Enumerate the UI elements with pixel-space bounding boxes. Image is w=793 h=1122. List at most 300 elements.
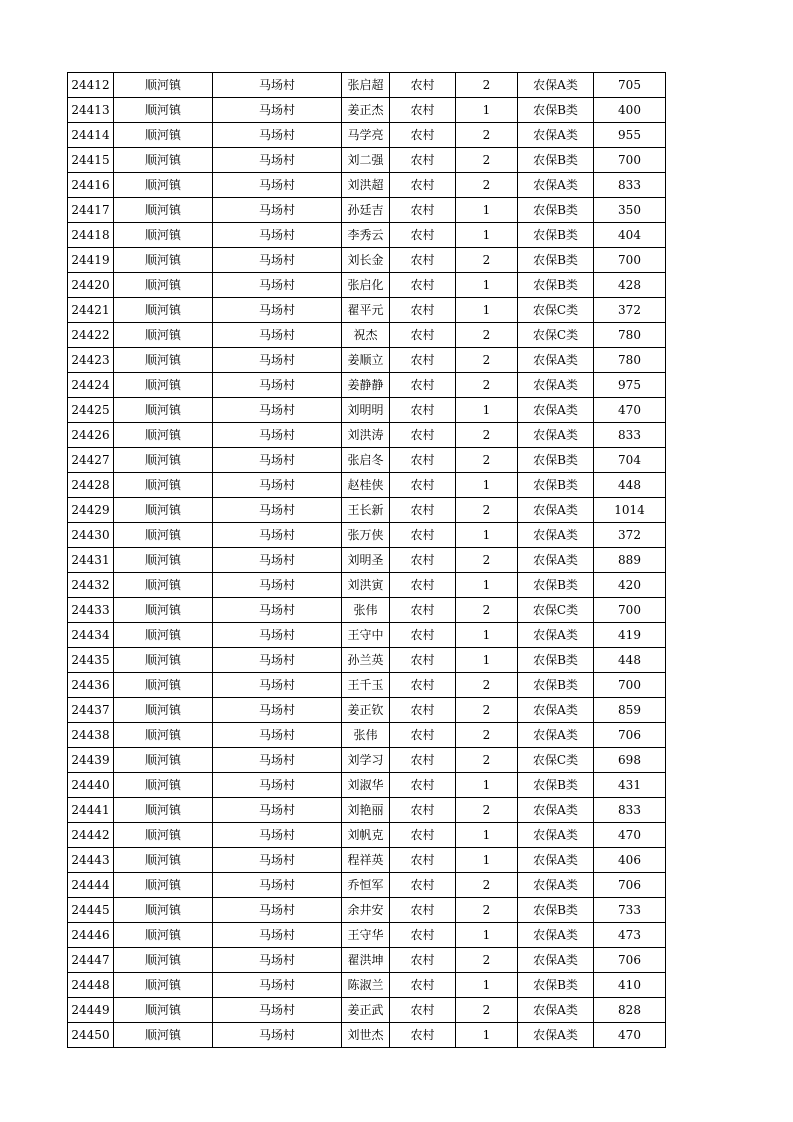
household-size-cell: 1 [456,848,518,873]
name-cell: 赵桂侠 [342,473,390,498]
table-row [68,998,666,1023]
area-type-cell: 农村 [390,348,456,373]
town-cell: 顺河镇 [114,948,213,973]
village-cell: 马场村 [213,648,342,673]
household-size-cell: 1 [456,473,518,498]
amount-cell: 698 [594,748,666,773]
household-size-cell: 2 [456,348,518,373]
town-cell: 顺河镇 [114,498,213,523]
village-cell: 马场村 [213,723,342,748]
table-row [68,398,666,423]
table-row [68,223,666,248]
row-number: 24416 [68,173,114,198]
village-cell: 马场村 [213,123,342,148]
row-number: 24437 [68,698,114,723]
records-table [67,72,666,1048]
amount-cell: 470 [594,823,666,848]
town-cell: 顺河镇 [114,223,213,248]
row-number: 24412 [68,73,114,98]
town-cell: 顺河镇 [114,123,213,148]
area-type-cell: 农村 [390,248,456,273]
village-cell: 马场村 [213,873,342,898]
name-cell: 刘艳丽 [342,798,390,823]
name-cell: 张启冬 [342,448,390,473]
amount-cell: 406 [594,848,666,873]
insurance-class-cell: 农保B类 [518,148,594,173]
insurance-class-cell: 农保B类 [518,473,594,498]
name-cell: 张启化 [342,273,390,298]
area-type-cell: 农村 [390,623,456,648]
name-cell: 刘二强 [342,148,390,173]
insurance-class-cell: 农保A类 [518,498,594,523]
table-row [68,323,666,348]
name-cell: 刘帆克 [342,823,390,848]
row-number: 24448 [68,973,114,998]
area-type-cell: 农村 [390,298,456,323]
amount-cell: 733 [594,898,666,923]
amount-cell: 700 [594,673,666,698]
name-cell: 刘洪超 [342,173,390,198]
insurance-class-cell: 农保B类 [518,223,594,248]
town-cell: 顺河镇 [114,248,213,273]
household-size-cell: 2 [456,373,518,398]
town-cell: 顺河镇 [114,573,213,598]
household-size-cell: 1 [456,398,518,423]
town-cell: 顺河镇 [114,323,213,348]
row-number: 24428 [68,473,114,498]
village-cell: 马场村 [213,73,342,98]
table-row [68,973,666,998]
area-type-cell: 农村 [390,73,456,98]
name-cell: 刘洪涛 [342,423,390,448]
area-type-cell: 农村 [390,473,456,498]
table-row [68,573,666,598]
table-row [68,448,666,473]
village-cell: 马场村 [213,373,342,398]
town-cell: 顺河镇 [114,398,213,423]
household-size-cell: 2 [456,248,518,273]
household-size-cell: 2 [456,898,518,923]
amount-cell: 780 [594,323,666,348]
insurance-class-cell: 农保C类 [518,748,594,773]
village-cell: 马场村 [213,523,342,548]
name-cell: 祝杰 [342,323,390,348]
amount-cell: 419 [594,623,666,648]
area-type-cell: 农村 [390,498,456,523]
name-cell: 姜顺立 [342,348,390,373]
village-cell: 马场村 [213,548,342,573]
household-size-cell: 1 [456,298,518,323]
name-cell: 张万侠 [342,523,390,548]
town-cell: 顺河镇 [114,473,213,498]
town-cell: 顺河镇 [114,448,213,473]
amount-cell: 700 [594,248,666,273]
table-row [68,373,666,398]
insurance-class-cell: 农保A类 [518,873,594,898]
area-type-cell: 农村 [390,448,456,473]
amount-cell: 473 [594,923,666,948]
household-size-cell: 2 [456,723,518,748]
household-size-cell: 1 [456,523,518,548]
name-cell: 乔恒军 [342,873,390,898]
area-type-cell: 农村 [390,698,456,723]
village-cell: 马场村 [213,248,342,273]
row-number: 24430 [68,523,114,548]
row-number: 24429 [68,498,114,523]
row-number: 24450 [68,1023,114,1048]
table-row [68,773,666,798]
household-size-cell: 2 [456,598,518,623]
household-size-cell: 1 [456,98,518,123]
insurance-class-cell: 农保A类 [518,123,594,148]
name-cell: 姜正杰 [342,98,390,123]
village-cell: 马场村 [213,748,342,773]
household-size-cell: 2 [456,448,518,473]
row-number: 24424 [68,373,114,398]
village-cell: 马场村 [213,1023,342,1048]
name-cell: 翟平元 [342,298,390,323]
village-cell: 马场村 [213,973,342,998]
household-size-cell: 1 [456,223,518,248]
row-number: 24446 [68,923,114,948]
row-number: 24441 [68,798,114,823]
town-cell: 顺河镇 [114,698,213,723]
town-cell: 顺河镇 [114,598,213,623]
village-cell: 马场村 [213,923,342,948]
insurance-class-cell: 农保A类 [518,173,594,198]
name-cell: 王守中 [342,623,390,648]
area-type-cell: 农村 [390,873,456,898]
row-number: 24440 [68,773,114,798]
amount-cell: 372 [594,298,666,323]
name-cell: 程祥英 [342,848,390,873]
town-cell: 顺河镇 [114,373,213,398]
insurance-class-cell: 农保B类 [518,973,594,998]
row-number: 24435 [68,648,114,673]
amount-cell: 705 [594,73,666,98]
amount-cell: 428 [594,273,666,298]
town-cell: 顺河镇 [114,648,213,673]
name-cell: 刘洪寅 [342,573,390,598]
household-size-cell: 2 [456,748,518,773]
insurance-class-cell: 农保A类 [518,1023,594,1048]
insurance-class-cell: 农保C类 [518,598,594,623]
town-cell: 顺河镇 [114,523,213,548]
amount-cell: 955 [594,123,666,148]
household-size-cell: 2 [456,998,518,1023]
table-row [68,673,666,698]
household-size-cell: 1 [456,623,518,648]
insurance-class-cell: 农保B类 [518,198,594,223]
household-size-cell: 1 [456,1023,518,1048]
table-row [68,898,666,923]
village-cell: 马场村 [213,323,342,348]
household-size-cell: 1 [456,773,518,798]
insurance-class-cell: 农保B类 [518,898,594,923]
insurance-class-cell: 农保A类 [518,623,594,648]
area-type-cell: 农村 [390,823,456,848]
village-cell: 马场村 [213,473,342,498]
village-cell: 马场村 [213,998,342,1023]
household-size-cell: 1 [456,648,518,673]
household-size-cell: 2 [456,548,518,573]
amount-cell: 404 [594,223,666,248]
village-cell: 马场村 [213,848,342,873]
insurance-class-cell: 农保B类 [518,648,594,673]
row-number: 24423 [68,348,114,373]
table-row [68,523,666,548]
town-cell: 顺河镇 [114,273,213,298]
household-size-cell: 1 [456,923,518,948]
village-cell: 马场村 [213,773,342,798]
village-cell: 马场村 [213,823,342,848]
amount-cell: 706 [594,723,666,748]
row-number: 24431 [68,548,114,573]
insurance-class-cell: 农保A类 [518,998,594,1023]
row-number: 24427 [68,448,114,473]
insurance-class-cell: 农保A类 [518,948,594,973]
area-type-cell: 农村 [390,998,456,1023]
table-row [68,1023,666,1048]
table-row [68,73,666,98]
table-row [68,98,666,123]
household-size-cell: 2 [456,173,518,198]
household-size-cell: 1 [456,273,518,298]
table-row [68,698,666,723]
table-row [68,548,666,573]
records-table-body [68,73,666,1048]
name-cell: 姜正钦 [342,698,390,723]
name-cell: 陈淑兰 [342,973,390,998]
town-cell: 顺河镇 [114,748,213,773]
name-cell: 余井安 [342,898,390,923]
name-cell: 姜静静 [342,373,390,398]
table-row [68,748,666,773]
table-row [68,348,666,373]
town-cell: 顺河镇 [114,623,213,648]
town-cell: 顺河镇 [114,973,213,998]
row-number: 24449 [68,998,114,1023]
table-row [68,498,666,523]
area-type-cell: 农村 [390,98,456,123]
insurance-class-cell: 农保A类 [518,848,594,873]
town-cell: 顺河镇 [114,198,213,223]
name-cell: 马学亮 [342,123,390,148]
insurance-class-cell: 农保A类 [518,723,594,748]
area-type-cell: 农村 [390,173,456,198]
village-cell: 马场村 [213,173,342,198]
row-number: 24426 [68,423,114,448]
row-number: 24444 [68,873,114,898]
insurance-class-cell: 农保A类 [518,73,594,98]
row-number: 24417 [68,198,114,223]
town-cell: 顺河镇 [114,298,213,323]
area-type-cell: 农村 [390,123,456,148]
row-number: 24432 [68,573,114,598]
amount-cell: 828 [594,998,666,1023]
name-cell: 刘学习 [342,748,390,773]
amount-cell: 410 [594,973,666,998]
village-cell: 马场村 [213,398,342,423]
town-cell: 顺河镇 [114,348,213,373]
area-type-cell: 农村 [390,673,456,698]
area-type-cell: 农村 [390,973,456,998]
amount-cell: 700 [594,598,666,623]
household-size-cell: 1 [456,973,518,998]
table-row [68,648,666,673]
name-cell: 姜正武 [342,998,390,1023]
village-cell: 马场村 [213,448,342,473]
town-cell: 顺河镇 [114,873,213,898]
row-number: 24438 [68,723,114,748]
insurance-class-cell: 农保B类 [518,248,594,273]
table-row [68,123,666,148]
table-row [68,798,666,823]
insurance-class-cell: 农保A类 [518,823,594,848]
insurance-class-cell: 农保A类 [518,373,594,398]
town-cell: 顺河镇 [114,723,213,748]
amount-cell: 889 [594,548,666,573]
amount-cell: 975 [594,373,666,398]
village-cell: 马场村 [213,98,342,123]
household-size-cell: 1 [456,573,518,598]
insurance-class-cell: 农保C类 [518,323,594,348]
village-cell: 马场村 [213,598,342,623]
table-row [68,923,666,948]
village-cell: 马场村 [213,298,342,323]
name-cell: 孙兰英 [342,648,390,673]
table-row [68,273,666,298]
town-cell: 顺河镇 [114,148,213,173]
name-cell: 刘淑华 [342,773,390,798]
amount-cell: 1014 [594,498,666,523]
village-cell: 马场村 [213,623,342,648]
row-number: 24421 [68,298,114,323]
area-type-cell: 农村 [390,748,456,773]
name-cell: 孙廷吉 [342,198,390,223]
village-cell: 马场村 [213,948,342,973]
name-cell: 王守华 [342,923,390,948]
table-row [68,848,666,873]
household-size-cell: 2 [456,123,518,148]
area-type-cell: 农村 [390,923,456,948]
village-cell: 马场村 [213,148,342,173]
amount-cell: 706 [594,948,666,973]
insurance-class-cell: 农保C类 [518,298,594,323]
insurance-class-cell: 农保B类 [518,98,594,123]
area-type-cell: 农村 [390,598,456,623]
table-row [68,948,666,973]
area-type-cell: 农村 [390,573,456,598]
household-size-cell: 2 [456,73,518,98]
name-cell: 张伟 [342,723,390,748]
area-type-cell: 农村 [390,323,456,348]
amount-cell: 420 [594,573,666,598]
insurance-class-cell: 农保B类 [518,573,594,598]
insurance-class-cell: 农保B类 [518,448,594,473]
amount-cell: 704 [594,448,666,473]
town-cell: 顺河镇 [114,773,213,798]
area-type-cell: 农村 [390,223,456,248]
village-cell: 马场村 [213,223,342,248]
area-type-cell: 农村 [390,198,456,223]
amount-cell: 350 [594,198,666,223]
table-row [68,823,666,848]
area-type-cell: 农村 [390,723,456,748]
amount-cell: 833 [594,798,666,823]
town-cell: 顺河镇 [114,423,213,448]
town-cell: 顺河镇 [114,898,213,923]
row-number: 24415 [68,148,114,173]
area-type-cell: 农村 [390,798,456,823]
table-row [68,473,666,498]
amount-cell: 833 [594,173,666,198]
household-size-cell: 1 [456,823,518,848]
village-cell: 马场村 [213,573,342,598]
row-number: 24419 [68,248,114,273]
insurance-class-cell: 农保A类 [518,398,594,423]
table-row [68,873,666,898]
insurance-class-cell: 农保B类 [518,273,594,298]
area-type-cell: 农村 [390,273,456,298]
amount-cell: 833 [594,423,666,448]
amount-cell: 706 [594,873,666,898]
village-cell: 马场村 [213,498,342,523]
amount-cell: 470 [594,398,666,423]
village-cell: 马场村 [213,673,342,698]
table-row [68,248,666,273]
row-number: 24414 [68,123,114,148]
insurance-class-cell: 农保A类 [518,698,594,723]
row-number: 24433 [68,598,114,623]
area-type-cell: 农村 [390,1023,456,1048]
name-cell: 刘长金 [342,248,390,273]
town-cell: 顺河镇 [114,1023,213,1048]
amount-cell: 448 [594,473,666,498]
table-row [68,198,666,223]
household-size-cell: 2 [456,673,518,698]
area-type-cell: 农村 [390,648,456,673]
town-cell: 顺河镇 [114,923,213,948]
insurance-class-cell: 农保B类 [518,773,594,798]
row-number: 24422 [68,323,114,348]
area-type-cell: 农村 [390,548,456,573]
town-cell: 顺河镇 [114,548,213,573]
household-size-cell: 2 [456,498,518,523]
amount-cell: 700 [594,148,666,173]
name-cell: 刘世杰 [342,1023,390,1048]
town-cell: 顺河镇 [114,998,213,1023]
household-size-cell: 2 [456,148,518,173]
row-number: 24418 [68,223,114,248]
amount-cell: 859 [594,698,666,723]
area-type-cell: 农村 [390,898,456,923]
household-size-cell: 2 [456,798,518,823]
area-type-cell: 农村 [390,948,456,973]
amount-cell: 780 [594,348,666,373]
household-size-cell: 2 [456,873,518,898]
town-cell: 顺河镇 [114,798,213,823]
insurance-class-cell: 农保A类 [518,348,594,373]
row-number: 24442 [68,823,114,848]
name-cell: 张启超 [342,73,390,98]
area-type-cell: 农村 [390,373,456,398]
area-type-cell: 农村 [390,148,456,173]
amount-cell: 470 [594,1023,666,1048]
household-size-cell: 2 [456,323,518,348]
row-number: 24436 [68,673,114,698]
village-cell: 马场村 [213,273,342,298]
